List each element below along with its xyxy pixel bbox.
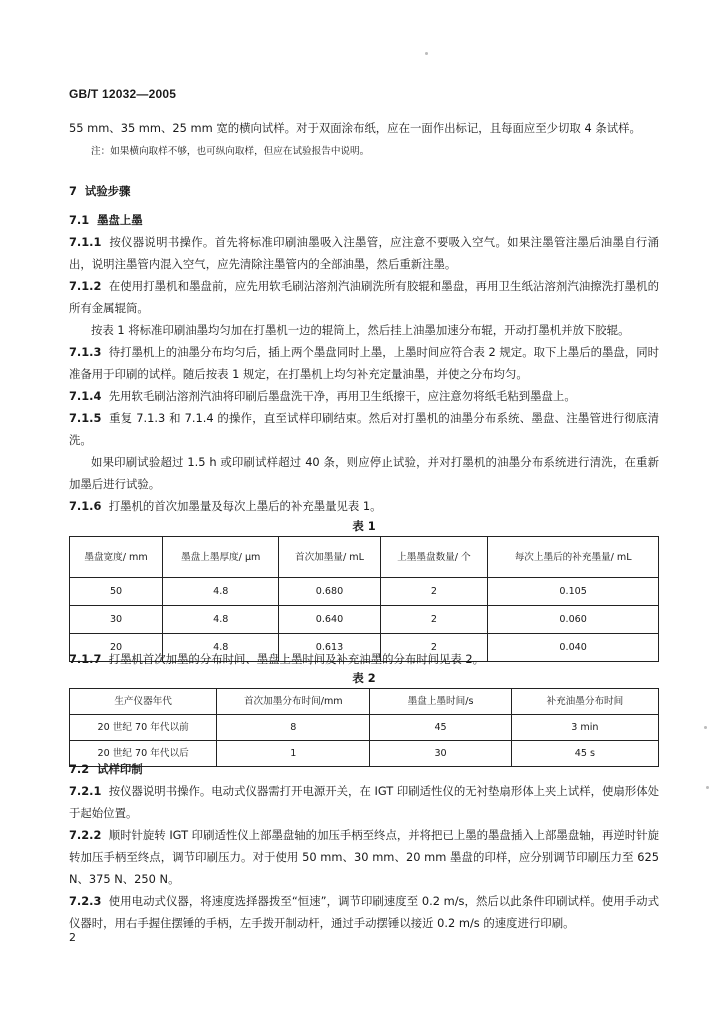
table-cell: 20 世纪 70 年代以前 bbox=[70, 715, 217, 741]
table-1 bbox=[69, 536, 659, 662]
clause-7-2-2 bbox=[69, 824, 659, 890]
clause-7-1-2 bbox=[69, 275, 659, 319]
clause-7-1-5 bbox=[69, 407, 659, 451]
clause-7-1-2-continued: 按表 1 将标准印刷油墨均匀加在打墨机一边的辊筒上，然后挂上油墨加速分布辊，开动打墨机并放下胶辊。 bbox=[91, 323, 630, 337]
table-cell: 4.8 bbox=[163, 606, 279, 634]
clause-7-2-3 bbox=[69, 890, 659, 934]
table-cell: 4.8 bbox=[163, 634, 279, 662]
clause-7-1-5-continued: 如果印刷试验超过 1.5 h 或印刷试样超过 40 条，则应停止试验，并对打墨机的油墨分布系统进行清洗，在重新加墨后进行试验。 bbox=[69, 455, 659, 491]
section-7-1-heading bbox=[69, 209, 659, 231]
table-cell: 0.680 bbox=[279, 578, 380, 606]
clause-7-1-2-text: 在使用打墨机和墨盘前，应先用软毛刷沾溶剂汽油刷洗所有胶辊和墨盘，再用卫生纸沾溶剂汽油擦洗打墨机的所有金属辊筒。 bbox=[69, 279, 659, 315]
clause-7-2-3-text: 使用电动式仪器，将速度选择器拨至“恒速”，调节印刷速度至 0.2 m/s，然后以此条件印刷试样。使用手动式仪器时，用右手握住摆锤的手柄，左手拨开制动杆，通过手动摆锤以接近 0.2 m/s 的速度进行印刷。 bbox=[69, 894, 659, 930]
table-2-header-cell: 墨盘上墨时间/s bbox=[370, 689, 511, 715]
clause-7-2-2-text: 顺时针旋转 IGT 印刷适性仪上部墨盘轴的加压手柄至终点，并将把已上墨的墨盘插入上部墨盘轴，再逆时针旋转加压手柄至终点，调节印刷压力。对于使用 50 mm、30 mm、20 mm 墨盘的印样，应分别调节印刷压力至 625 N、375 N、250 N。 bbox=[69, 828, 659, 886]
clause-7-2-1-number: 7.2.1 bbox=[69, 784, 102, 798]
table-cell: 2 bbox=[380, 578, 488, 606]
table-1-header-cell: 每次上墨后的补充墨量/ mL bbox=[488, 537, 659, 578]
clause-7-1-4-number: 7.1.4 bbox=[69, 389, 102, 403]
table-2-header-row bbox=[70, 689, 659, 715]
clause-7-2-1 bbox=[69, 780, 659, 824]
table-2 bbox=[69, 688, 659, 767]
clause-7-1-5-text: 重复 7.1.3 和 7.1.4 的操作，直至试样印刷结束。然后对打墨机的油墨分布系统、墨盘、注墨管进行彻底清洗。 bbox=[69, 411, 659, 447]
clause-7-1-7 bbox=[69, 648, 659, 670]
table-cell: 4.8 bbox=[163, 578, 279, 606]
clause-7-1-3-text: 待打墨机上的油墨分布均匀后，插上两个墨盘同时上墨，上墨时间应符合表 2 规定。取下上墨后的墨盘，同时准备用于印刷的试样。随后按表 1 规定，在打墨机上均匀补充定量油墨，并使之分布均匀。 bbox=[69, 345, 659, 381]
clause-7-1-5-number: 7.1.5 bbox=[69, 411, 102, 425]
table-1-header-cell: 首次加墨量/ mL bbox=[279, 537, 380, 578]
table-2-block bbox=[69, 668, 659, 767]
clause-7-2-3-number: 7.2.3 bbox=[69, 894, 102, 908]
table-1-header-row bbox=[70, 537, 659, 578]
clause-7-1-7-text: 打墨机首次加墨的分布时间、墨盘上墨时间及补充油墨的分布时间见表 2。 bbox=[108, 652, 485, 666]
clause-7-1-7-block bbox=[69, 648, 659, 670]
table-cell: 2 bbox=[380, 634, 488, 662]
section-7-2-number: 7.2 bbox=[69, 762, 90, 776]
clause-7-1-4 bbox=[69, 385, 659, 407]
table-1-block bbox=[69, 516, 659, 662]
table-cell: 3 min bbox=[511, 715, 658, 741]
clause-7-1-4-text: 先用软毛刷沾溶剂汽油将印刷后墨盘洗干净，再用卫生纸擦干，应注意勿将纸毛粘到墨盘上。 bbox=[108, 389, 576, 403]
clause-7-1-2-number: 7.1.2 bbox=[69, 279, 102, 293]
table-cell: 50 bbox=[70, 578, 163, 606]
table-cell: 30 bbox=[370, 741, 511, 767]
table-row bbox=[70, 715, 659, 741]
clause-7-1-3-number: 7.1.3 bbox=[69, 345, 102, 359]
section-7-2-title: 试样印制 bbox=[97, 762, 143, 776]
top-block bbox=[69, 117, 659, 161]
clause-7-2-2-number: 7.2.2 bbox=[69, 828, 102, 842]
table-cell: 45 s bbox=[511, 741, 658, 767]
clause-7-1-6-text: 打墨机的首次加墨量及每次上墨后的补充墨量见表 1。 bbox=[108, 499, 382, 513]
table-cell: 30 bbox=[70, 606, 163, 634]
table-2-header-cell: 首次加墨分布时间/mm bbox=[217, 689, 370, 715]
table-cell: 2 bbox=[380, 606, 488, 634]
table-cell: 0.040 bbox=[488, 634, 659, 662]
clause-7-1-3 bbox=[69, 341, 659, 385]
note-line: 注：如果横向取样不够，也可纵向取样，但应在试验报告中说明。 bbox=[91, 146, 370, 157]
section-7-1-number: 7.1 bbox=[69, 213, 90, 227]
page-number: 2 bbox=[69, 931, 76, 944]
section-7-2-heading bbox=[69, 758, 659, 780]
table-1-caption: 表 1 bbox=[352, 519, 376, 533]
table-1-header-cell: 墨盘宽度/ mm bbox=[70, 537, 163, 578]
scan-speck bbox=[706, 786, 709, 789]
clause-7-1-6 bbox=[69, 495, 659, 517]
standard-code-header: GB/T 12032—2005 bbox=[69, 87, 177, 101]
table-1-header-cell: 上墨墨盘数量/ 个 bbox=[380, 537, 488, 578]
table-cell: 1 bbox=[217, 741, 370, 767]
clause-7-1-7-number: 7.1.7 bbox=[69, 652, 102, 666]
section-7-number: 7 bbox=[69, 184, 77, 198]
table-cell: 20 bbox=[70, 634, 163, 662]
section-7-2-block bbox=[69, 758, 659, 934]
clause-7-1-1-text: 按仪器说明书操作。首先将标准印刷油墨吸入注墨管，应注意不要吸入空气。如果注墨管注墨后油墨自行涌出，说明注墨管内混入空气，应先清除注墨管内的全部油墨，然后重新注墨。 bbox=[69, 235, 659, 271]
table-cell: 45 bbox=[370, 715, 511, 741]
table-cell: 0.640 bbox=[279, 606, 380, 634]
section-7-block bbox=[69, 180, 659, 517]
table-cell: 0.613 bbox=[279, 634, 380, 662]
section-7-1-title: 墨盘上墨 bbox=[97, 213, 143, 227]
clause-7-1-1 bbox=[69, 231, 659, 275]
section-7-heading bbox=[69, 180, 659, 202]
table-cell: 0.105 bbox=[488, 578, 659, 606]
table-cell: 0.060 bbox=[488, 606, 659, 634]
clause-7-2-1-text: 按仪器说明书操作。电动式仪器需打开电源开关，在 IGT 印刷适性仪的无衬垫扇形体上夹上试样，使扇形体处于起始位置。 bbox=[69, 784, 659, 820]
table-2-header-cell: 补充油墨分布时间 bbox=[511, 689, 658, 715]
scan-speck bbox=[425, 52, 428, 55]
table-2-caption: 表 2 bbox=[352, 671, 376, 685]
table-row bbox=[70, 606, 659, 634]
scan-speck bbox=[704, 726, 707, 729]
clause-7-1-6-number: 7.1.6 bbox=[69, 499, 102, 513]
continuation-paragraph: 55 mm、35 mm、25 mm 宽的横向试样。对于双面涂布纸，应在一面作出标记，且每面应至少切取 4 条试样。 bbox=[69, 121, 641, 135]
section-7-title: 试验步骤 bbox=[84, 184, 131, 198]
table-2-header-cell: 生产仪器年代 bbox=[70, 689, 217, 715]
clause-7-1-1-number: 7.1.1 bbox=[69, 235, 102, 249]
table-cell: 8 bbox=[217, 715, 370, 741]
table-row bbox=[70, 578, 659, 606]
table-cell: 20 世纪 70 年代以后 bbox=[70, 741, 217, 767]
table-1-header-cell: 墨盘上墨厚度/ μm bbox=[163, 537, 279, 578]
